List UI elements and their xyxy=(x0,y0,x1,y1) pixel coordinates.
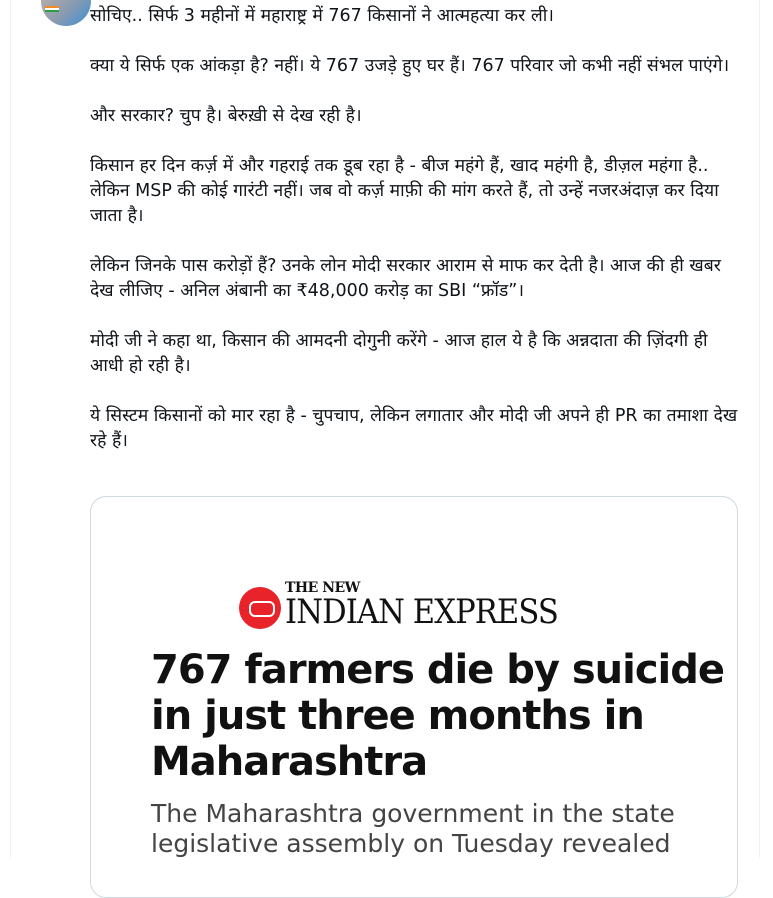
tweet-paragraph: मोदी जी ने कहा था, किसान की आमदनी दोगुनी करेंगे - आज हाल ये है कि अन्नदाता की ज़िंदगी ही आधी हो रही है। xyxy=(90,331,708,376)
tweet-paragraph: ये सिस्टम किसानों को मार रहा है - चुपचाप, लेकिन लगातार और मोदी जी अपने ही PR का तमाशा देख रहे हैं। xyxy=(90,406,738,451)
tweet-paragraph: लेकिन जिनके पास करोड़ों हैं? उनके लोन मोदी सरकार आराम से माफ कर देती है। आज की ही खबर देख लीजिए - अनिल अंबानी का ₹48,000 करोड़ का SBI “फ्रॉड”। xyxy=(90,256,721,301)
article-headline: 767 farmers die by suicide in just three months in Maharashtra xyxy=(151,647,725,785)
logo-big-text: INDIAN EXPRESS xyxy=(285,592,558,632)
tweet-paragraph: और सरकार? चुप है। बेरुख़ी से देख रही है। xyxy=(90,106,362,126)
tweet-paragraph: सोचिए.. सिर्फ 3 महीनों में महाराष्ट्र में 767 किसानों ने आत्महत्या कर ली। xyxy=(90,6,554,26)
article-subtext: The Maharashtra government in the state legislative assembly on Tuesday revealed xyxy=(151,799,675,858)
seal-icon xyxy=(239,587,281,629)
flag-icon xyxy=(45,6,59,12)
logo-small-text: THE NEW xyxy=(285,580,360,596)
tweet-paragraph: क्या ये सिर्फ एक आंकड़ा है? नहीं। ये 767 उजड़े हुए घर हैं। 767 परिवार जो कभी नहीं संभल पाएंगे। xyxy=(90,56,730,76)
avatar[interactable] xyxy=(41,0,91,26)
newspaper-logo xyxy=(239,580,588,632)
tweet-paragraph: किसान हर दिन कर्ज़ में और गहराई तक डूब रहा है - बीज महंगे हैं, खाद महंगी है, डीज़ल महंगा है.. लेकिन MSP की कोई गारंटी नहीं। जब वो कर्ज़ माफ़ी की मांग करते हैं, तो उन्हें नजरअंदाज़ कर दिया जाता है। xyxy=(90,156,719,226)
media-image[interactable] xyxy=(90,496,738,898)
tweet-text xyxy=(90,4,738,479)
